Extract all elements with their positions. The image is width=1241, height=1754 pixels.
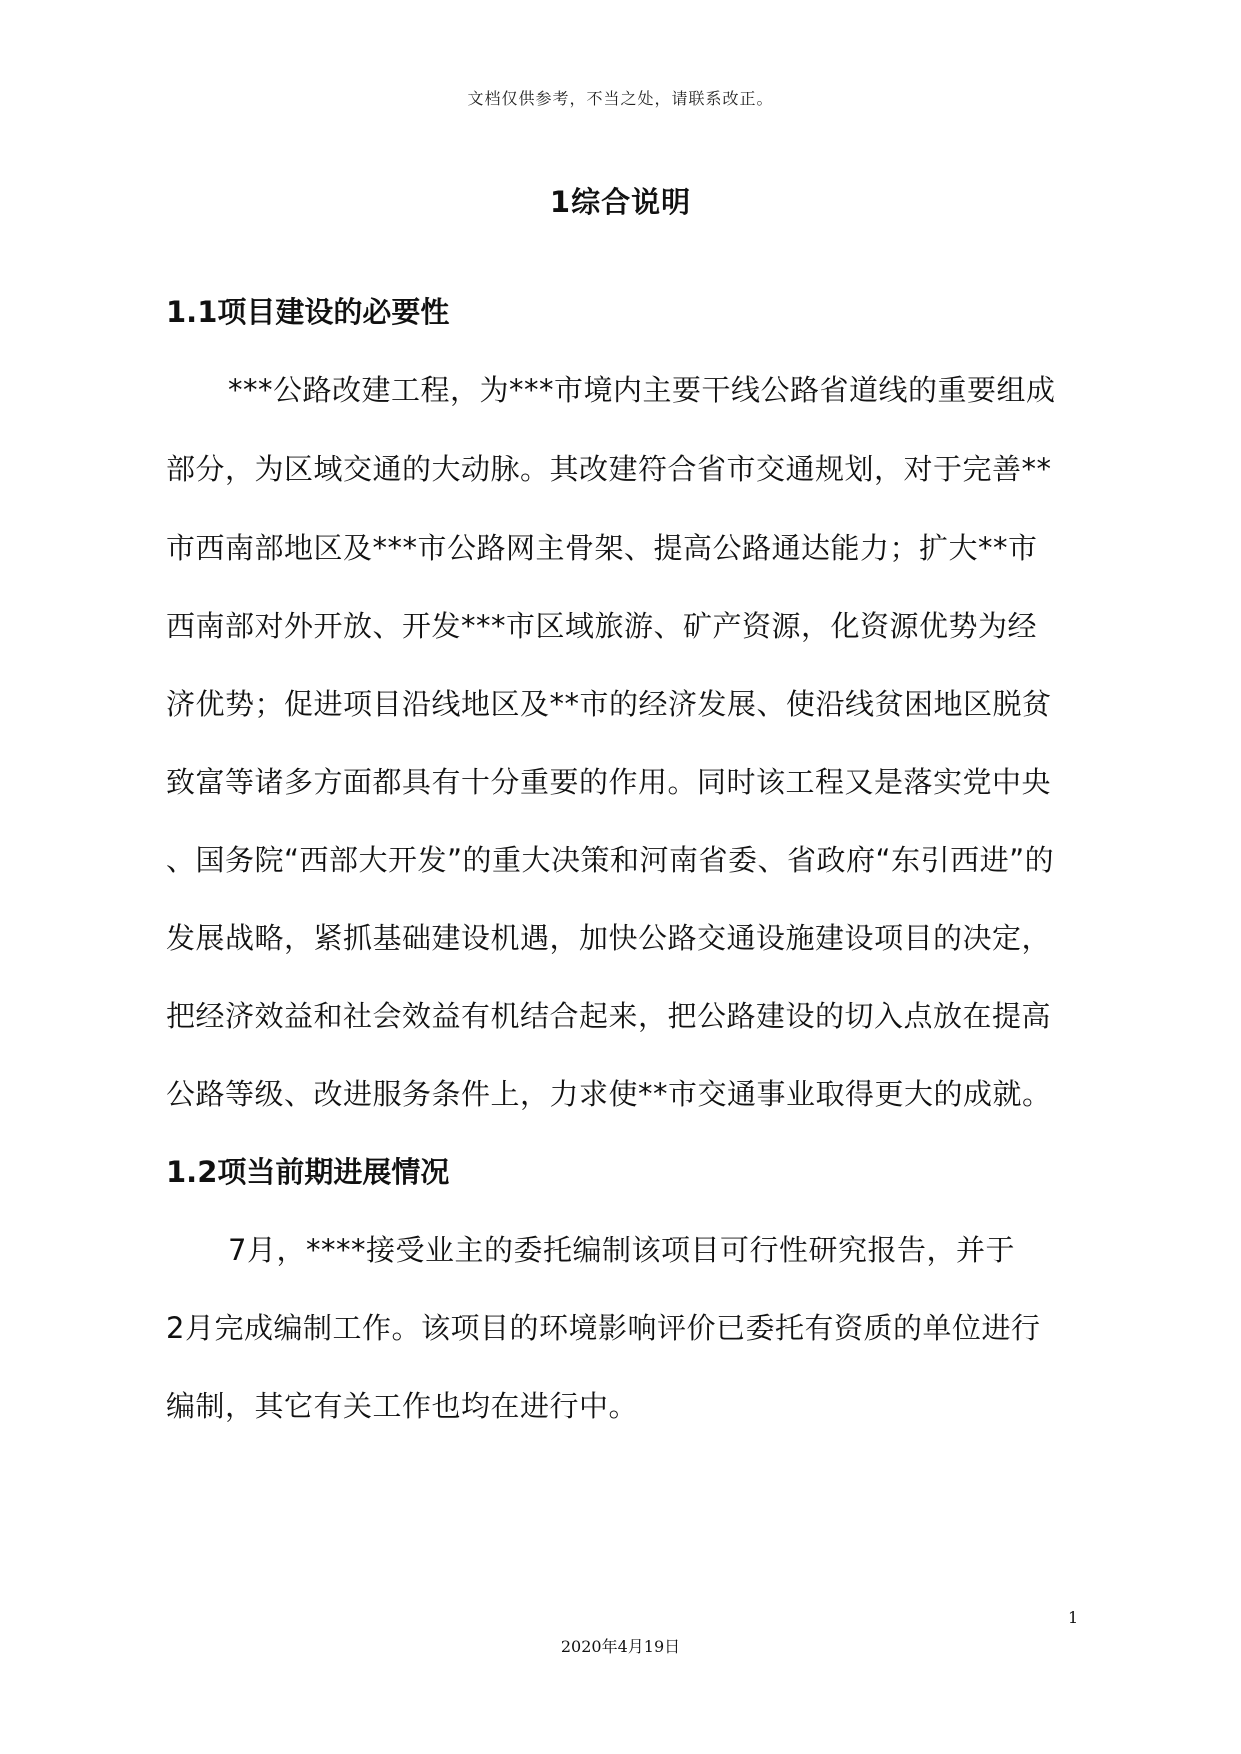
paragraph-line: 济优势；促进项目沿线地区及**市的经济发展、使沿线贫困地区脱贫 bbox=[166, 687, 1052, 721]
paragraph-line: 2月完成编制工作。该项目的环境影响评价已委托有资质的单位进行 bbox=[166, 1311, 1041, 1345]
section-heading-1-1: 1.1项目建设的必要性 bbox=[166, 295, 450, 329]
paragraph-line: 7月，****接受业主的委托编制该项目可行性研究报告，并于 bbox=[228, 1233, 1015, 1267]
paragraph-line: 、国务院“西部大开发”的重大决策和河南省委、省政府“东引西进”的 bbox=[166, 843, 1055, 877]
paragraph-line: 西南部对外开放、开发***市区域旅游、矿产资源，化资源优势为经 bbox=[166, 609, 1038, 643]
paragraph-line: 公路等级、改进服务条件上，力求使**市交通事业取得更大的成就。 bbox=[166, 1077, 1052, 1111]
paragraph-line: 把经济效益和社会效益有机结合起来，把公路建设的切入点放在提高 bbox=[166, 999, 1052, 1033]
paragraph-line: 市西南部地区及***市公路网主骨架、提高公路通达能力；扩大**市 bbox=[166, 531, 1038, 565]
section-heading-1-2: 1.2项当前期进展情况 bbox=[166, 1155, 450, 1189]
paragraph-line: 致富等诸多方面都具有十分重要的作用。同时该工程又是落实党中央 bbox=[166, 765, 1052, 799]
footer-date: 2020年4月19日 bbox=[560, 1637, 681, 1656]
paragraph-line: ***公路改建工程，为***市境内主要干线公路省道线的重要组成 bbox=[228, 373, 1056, 407]
page-number: 1 bbox=[1068, 1608, 1079, 1627]
paragraph-line: 部分，为区域交通的大动脉。其改建符合省市交通规划，对于完善** bbox=[166, 452, 1052, 486]
header-note: 文档仅供参考，不当之处，请联系改正。 bbox=[467, 89, 774, 108]
paragraph-line: 发展战略，紧抓基础建设机遇，加快公路交通设施建设项目的决定， bbox=[166, 921, 1052, 955]
document-title: 1综合说明 bbox=[549, 185, 692, 219]
paragraph-line: 编制，其它有关工作也均在进行中。 bbox=[166, 1389, 639, 1423]
